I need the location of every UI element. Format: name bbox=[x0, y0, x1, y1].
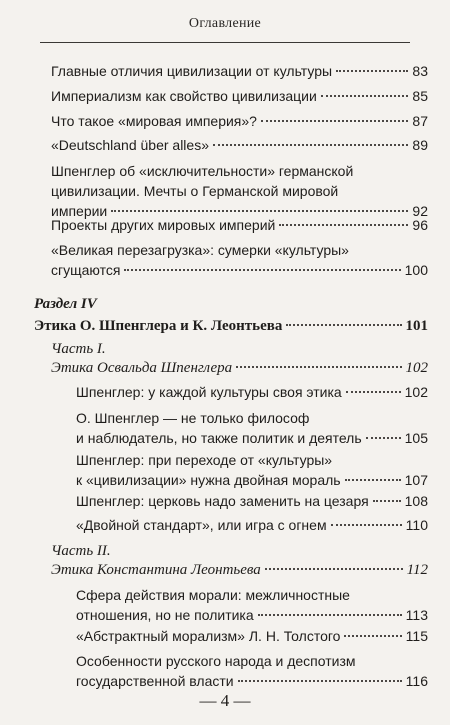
entry-page: 110 bbox=[405, 517, 428, 533]
leader-dots bbox=[336, 70, 408, 72]
leader-dots bbox=[344, 635, 401, 637]
entry-title-line: Сфера действия морали: межличностные bbox=[76, 587, 350, 603]
entry-page: 113 bbox=[405, 607, 428, 623]
toc-entry-part2-3[interactable] bbox=[76, 651, 428, 691]
part1-heading[interactable] bbox=[51, 358, 428, 378]
part-title: Этика Освальда Шпенглера bbox=[51, 360, 233, 376]
toc-entry-5[interactable] bbox=[51, 161, 428, 221]
entry-title: Империализм как свойство цивилизации bbox=[51, 88, 317, 104]
leader-dots bbox=[261, 120, 408, 122]
running-header: Оглавление bbox=[188, 16, 262, 31]
toc-entry-4[interactable] bbox=[51, 135, 428, 155]
leader-dots bbox=[279, 224, 408, 226]
toc-entry-part1-2[interactable] bbox=[76, 408, 428, 448]
toc-entry-part1-5[interactable] bbox=[76, 515, 428, 535]
entry-title: сгущаются bbox=[51, 262, 121, 278]
entry-page: 100 bbox=[404, 262, 428, 278]
leader-dots bbox=[345, 479, 401, 481]
toc-entry-part2-1[interactable] bbox=[76, 585, 428, 625]
section-page: 101 bbox=[405, 318, 428, 334]
entry-title: Шпенглер: церковь надо заменить на цезаря bbox=[76, 493, 369, 509]
leader-dots bbox=[111, 210, 408, 212]
leader-dots bbox=[346, 391, 401, 393]
leader-dots bbox=[331, 524, 402, 526]
entry-page: 105 bbox=[404, 430, 428, 446]
leader-dots bbox=[238, 680, 402, 682]
part-title: Этика Константина Леонтьева bbox=[51, 562, 261, 578]
leader-dots bbox=[265, 568, 403, 570]
entry-page: 107 bbox=[404, 472, 428, 488]
leader-dots bbox=[124, 269, 400, 271]
toc-entry-part1-4[interactable] bbox=[76, 491, 428, 511]
part-page: 112 bbox=[406, 562, 428, 578]
toc-entry-part2-2[interactable] bbox=[76, 626, 428, 646]
entry-page: 102 bbox=[404, 384, 428, 400]
part2-heading[interactable] bbox=[51, 560, 428, 580]
leader-dots bbox=[258, 614, 402, 616]
entry-page: 89 bbox=[412, 137, 428, 153]
toc-entry-part1-1[interactable] bbox=[76, 382, 428, 402]
leader-dots bbox=[286, 324, 401, 326]
toc-entry-part1-3[interactable] bbox=[76, 450, 428, 490]
leader-dots bbox=[213, 144, 408, 146]
section-heading[interactable] bbox=[34, 316, 428, 336]
leader-dots bbox=[236, 366, 401, 368]
header-rule bbox=[40, 42, 410, 43]
section-label: Раздел IV bbox=[34, 296, 97, 312]
entry-title-line: Особенности русского народа и деспотизм bbox=[76, 653, 356, 669]
entry-title: «Абстрактный морализм» Л. Н. Толстого bbox=[76, 628, 341, 644]
toc-entry-2[interactable] bbox=[51, 86, 428, 106]
entry-title: к «цивилизации» нужна двойная мораль bbox=[76, 472, 341, 488]
entry-title: «Deutschland über alles» bbox=[51, 137, 209, 153]
entry-title-line: «Великая перезагрузка»: сумерки «культуры» bbox=[51, 242, 349, 258]
entry-title-line: Шпенглер: при переходе от «культуры» bbox=[76, 452, 333, 468]
entry-title-line: Шпенглер об «исключительности» германской bbox=[51, 163, 354, 179]
leader-dots bbox=[373, 500, 401, 502]
entry-title: империи bbox=[51, 203, 108, 219]
part-page: 102 bbox=[405, 360, 428, 376]
entry-page: 92 bbox=[412, 203, 428, 219]
entry-page: 116 bbox=[405, 673, 428, 689]
entry-page: 115 bbox=[405, 628, 428, 644]
page-number: — 4 — bbox=[199, 691, 251, 710]
leader-dots bbox=[321, 95, 409, 97]
entry-page: 96 bbox=[412, 217, 428, 233]
part1-label: Часть I. bbox=[51, 341, 106, 357]
toc-entry-7[interactable] bbox=[51, 240, 428, 280]
entry-page: 83 bbox=[412, 63, 428, 79]
toc-entry-1[interactable] bbox=[51, 61, 428, 81]
entry-title: Шпенглер: у каждой культуры своя этика bbox=[76, 384, 342, 400]
part2-label: Часть II. bbox=[51, 543, 111, 559]
entry-title: отношения, но не политика bbox=[76, 607, 254, 623]
entry-title: Что такое «мировая империя»? bbox=[51, 113, 257, 129]
entry-title: Проекты других мировых империй bbox=[51, 217, 276, 233]
toc-entry-3[interactable] bbox=[51, 111, 428, 131]
entry-page: 87 bbox=[412, 113, 428, 129]
toc-entry-6[interactable] bbox=[51, 215, 428, 235]
entry-title-line: цивилизации. Мечты о Германской мировой bbox=[51, 183, 339, 199]
entry-title: государственной власти bbox=[76, 673, 234, 689]
entry-page: 108 bbox=[404, 493, 428, 509]
entry-title-line: О. Шпенглер — не только философ bbox=[76, 410, 310, 426]
entry-title: «Двойной стандарт», или игра с огнем bbox=[76, 517, 327, 533]
entry-title: Главные отличия цивилизации от культуры bbox=[51, 63, 333, 79]
entry-page: 85 bbox=[412, 88, 428, 104]
section-title: Этика О. Шпенглера и К. Леонтьева bbox=[34, 318, 283, 334]
leader-dots bbox=[366, 437, 401, 439]
entry-title: и наблюдатель, но также политик и деятель bbox=[76, 430, 362, 446]
